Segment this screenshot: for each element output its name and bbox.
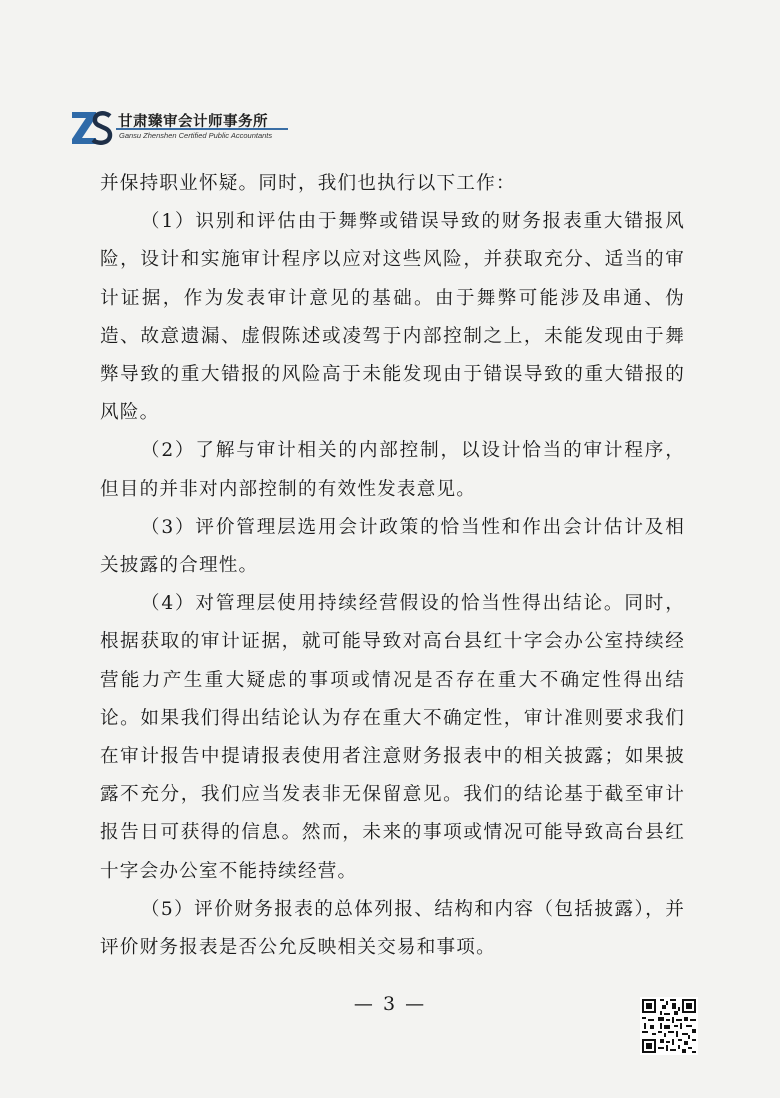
firm-logo-icon bbox=[70, 108, 114, 148]
paragraph-item-2: （2）了解与审计相关的内部控制，以设计恰当的审计程序，但目的并非对内部控制的有效性发表意见。 bbox=[100, 440, 685, 500]
letterhead bbox=[70, 108, 330, 156]
report-body bbox=[100, 165, 685, 967]
paragraph-item-5: （5）评价财务报表的总体列报、结构和内容（包括披露），并评价财务报表是否公允反映相关交易和事项。 bbox=[100, 898, 685, 959]
paragraph-item-4: （4）对管理层使用持续经营假设的恰当性得出结论。同时，根据获取的审计证据，就可能导致对高台县红十字会办公室持续经营能力产生重大疑虑的事项或情况是否存在重大不确定性得出结论。如果我们得出结论认为存在重大不确定性，审计准则要求我们在审计报告中提请报表使用者注意财务报表中的相关披露；如果披露不充分，我们应当发表非无保留意见。我们的结论基于截至审计报告日可获得的信息。然而，未来的事项或情况可能导致高台县红十字会办公室不能持续经营。 bbox=[100, 593, 685, 882]
firm-name: 甘肃臻审会计师事务所 bbox=[118, 114, 268, 130]
paragraph-item-3: （3）评价管理层选用会计政策的恰当性和作出会计估计及相关披露的合理性。 bbox=[100, 516, 685, 577]
firm-name-english: Gansu Zhenshen Certified Public Accountants bbox=[119, 131, 273, 140]
page-number: — 3 — bbox=[353, 993, 427, 1015]
paragraph-continuation: 并保持职业怀疑。同时，我们也执行以下工作： bbox=[100, 173, 516, 194]
qr-code-icon bbox=[640, 997, 698, 1055]
paragraph-item-1: （1）识别和评估由于舞弊或错误导致的财务报表重大错报风险，设计和实施审计程序以应对这些风险，并获取充分、适当的审计证据，作为发表审计意见的基础。由于舞弊可能涉及串通、伪造、故意遗漏、虚假陈述或凌驾于内部控制之上，未能发现由于舞弊导致的重大错报的风险高于未能发现由于错误导致的重大错报的风险。 bbox=[100, 211, 685, 424]
